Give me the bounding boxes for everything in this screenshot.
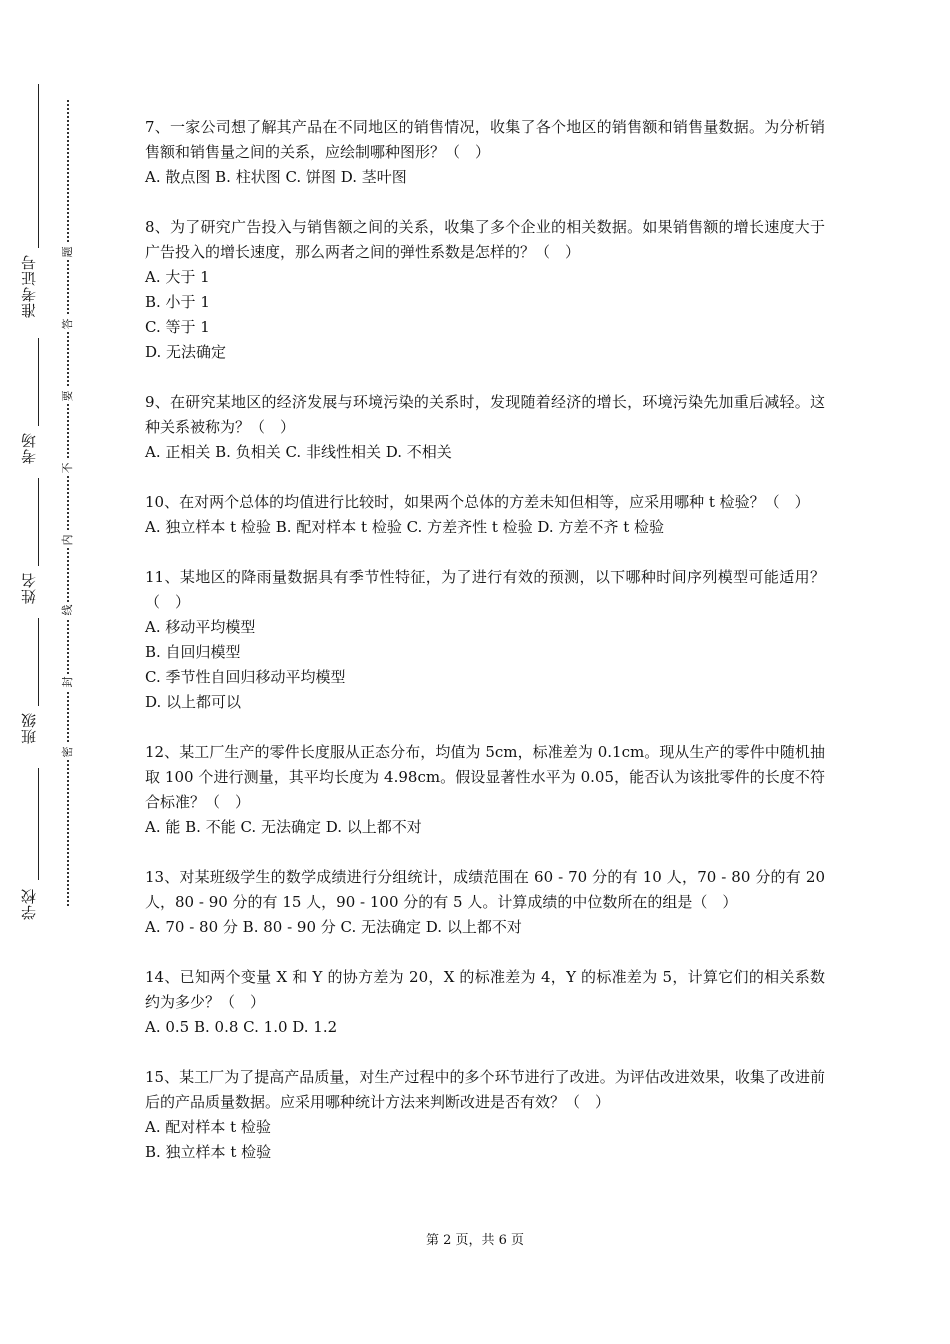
option-b: B. 小于 1 [145, 293, 210, 311]
binding-margin [0, 0, 110, 1344]
field-line-class [38, 618, 39, 706]
seal-char: 要 [62, 388, 74, 404]
question-9 [145, 390, 825, 465]
question-text: 12、某工厂生产的零件长度服从正态分布，均值为 5cm，标准差为 0.1cm。现从生产的零件中随机抽取 100 个进行测量，其平均长度为 4.98cm。假设显著性水平为 0.05，能否认为该批零件的长度不符合标准？（ ） [145, 743, 825, 811]
question-text: 13、对某班级学生的数学成绩进行分组统计，成绩范围在 60 - 70 分的有 10 人，70 - 80 分的有 20 人，80 - 90 分的有 15 人，90 - 100 分的有 5 人。计算成绩的中位数所在的组是（ ） [145, 868, 825, 911]
question-8 [145, 215, 825, 365]
question-13 [145, 865, 825, 940]
question-options: A. 正相关 B. 负相关 C. 非线性相关 D. 不相关 [145, 443, 452, 461]
seal-char: 题 [62, 244, 74, 260]
seal-char: 内 [62, 532, 74, 548]
option-a: A. 大于 1 [145, 268, 210, 286]
question-text: 14、已知两个变量 X 和 Y 的协方差为 20，X 的标准差为 4，Y 的标准差为 5，计算它们的相关系数约为多少？（ ） [145, 968, 825, 1011]
question-11 [145, 565, 825, 715]
page-footer: 第 2 页，共 6 页 [425, 1233, 525, 1248]
question-text: 8、为了研究广告投入与销售额之间的关系，收集了多个企业的相关数据。如果销售额的增长速度大于广告投入的增长速度，那么两者之间的弹性系数是怎样的？（ ） [145, 218, 825, 261]
question-14 [145, 965, 825, 1040]
question-text: 15、某工厂为了提高产品质量，对生产过程中的多个环节进行了改进。为评估改进效果，收集了改进前后的产品质量数据。应采用哪种统计方法来判断改进是否有效？（ ） [145, 1068, 825, 1111]
option-d: D. 以上都可以 [145, 693, 242, 711]
option-c: C. 等于 1 [145, 318, 210, 336]
question-7 [145, 115, 825, 190]
question-text: 10、在对两个总体的均值进行比较时，如果两个总体的方差未知但相等，应采用哪种 t 检验？（ ） [145, 493, 810, 511]
question-12 [145, 740, 825, 840]
seal-char: 密 [62, 744, 74, 760]
seal-dotted-line [67, 100, 69, 906]
question-text: 11、某地区的降雨量数据具有季节性特征，为了进行有效的预测，以下哪种时间序列模型可能适用？（ ） [145, 568, 825, 611]
question-options: A. 70 - 80 分 B. 80 - 90 分 C. 无法确定 D. 以上都不对 [145, 918, 522, 936]
seal-char: 不 [62, 460, 74, 476]
question-options: A. 0.5 B. 0.8 C. 1.0 D. 1.2 [145, 1018, 338, 1036]
seal-char: 线 [62, 602, 74, 618]
option-c: C. 季节性自回归移动平均模型 [145, 668, 346, 686]
option-d: D. 无法确定 [145, 343, 227, 361]
question-options: A. 独立样本 t 检验 B. 配对样本 t 检验 C. 方差齐性 t 检验 D. 方差不齐 t 检验 [145, 518, 664, 536]
field-label-ticket-number: 准考证号 [20, 254, 38, 318]
field-line-school [38, 768, 39, 880]
seal-char: 封 [62, 674, 74, 690]
field-label-exam-room: 考场 [20, 432, 38, 464]
option-b: B. 自回归模型 [145, 643, 241, 661]
field-line-exam-room [38, 338, 39, 426]
seal-char: 答 [62, 316, 74, 332]
question-options: A. 能 B. 不能 C. 无法确定 D. 以上都不对 [145, 818, 422, 836]
option-a: A. 移动平均模型 [145, 618, 256, 636]
field-label-class: 班级 [20, 712, 38, 744]
field-line-ticket-number [38, 84, 39, 248]
question-text: 7、一家公司想了解其产品在不同地区的销售情况，收集了各个地区的销售额和销售量数据。为分析销售额和销售量之间的关系，应绘制哪种图形？（ ） [145, 118, 825, 161]
option-b: B. 独立样本 t 检验 [145, 1143, 272, 1161]
question-options: A. 散点图 B. 柱状图 C. 饼图 D. 茎叶图 [145, 168, 407, 186]
question-15 [145, 1065, 825, 1165]
question-list [145, 115, 825, 1190]
field-line-name [38, 478, 39, 566]
field-label-name: 姓名 [20, 572, 38, 604]
field-label-school: 学校 [20, 888, 38, 920]
option-a: A. 配对样本 t 检验 [145, 1118, 271, 1136]
question-text: 9、在研究某地区的经济发展与环境污染的关系时，发现随着经济的增长，环境污染先加重后减轻。这种关系被称为？（ ） [145, 393, 825, 436]
question-10 [145, 490, 825, 540]
